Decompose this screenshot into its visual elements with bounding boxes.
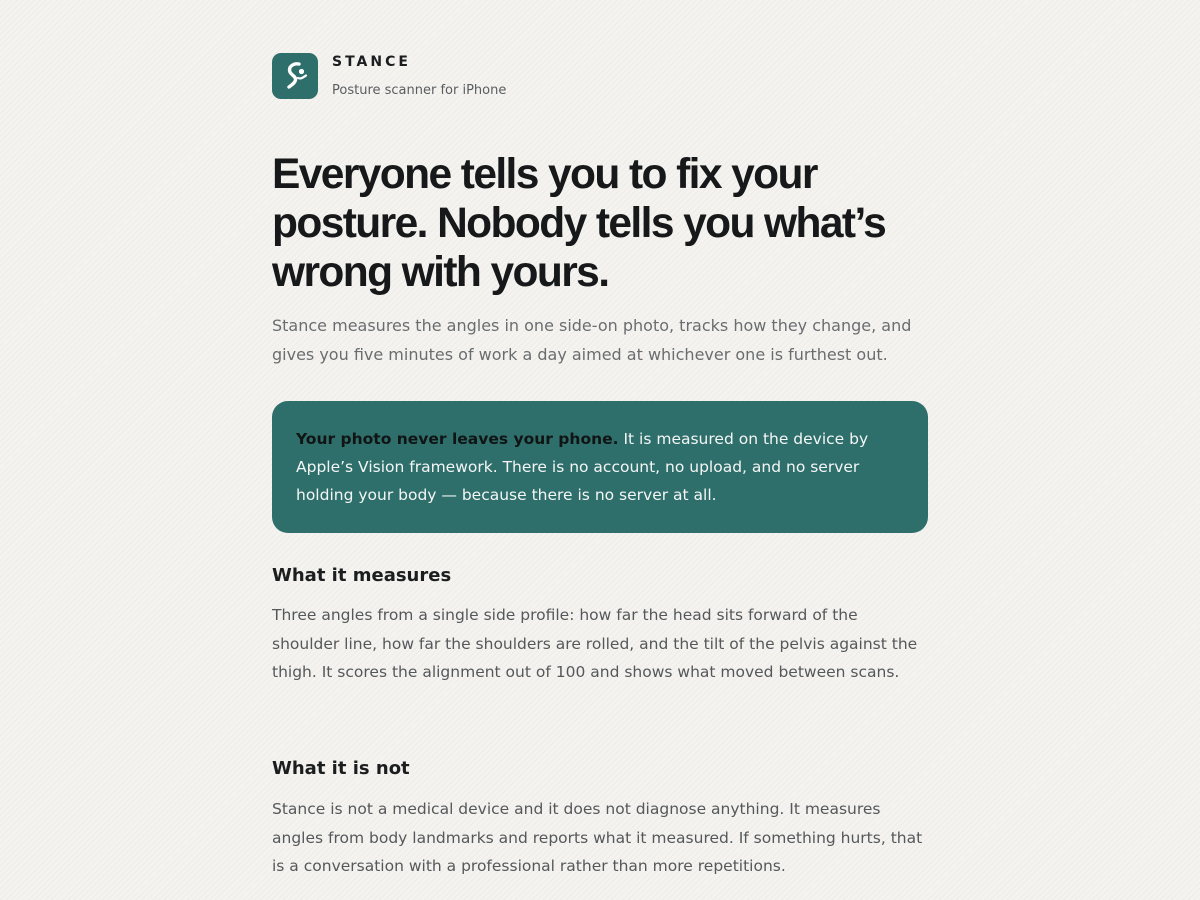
- section-body-measures: Three angles from a single side profile: how far the head sits forward of the shoulder line, how far the shoulders are rolled, and the tilt of the pelvis against the thigh. It scores the alignment out of 100 and shows what moved between scans.: [272, 606, 918, 681]
- section-title-measures: What it measures: [272, 565, 452, 586]
- section-title-not: What it is not: [272, 758, 410, 779]
- hero-lede: Stance measures the angles in one side-on photo, tracks how they change, and gives you five minutes of work a day aimed at whichever one is furthest out.: [272, 316, 912, 364]
- hero-headline: Everyone tells you to fix your posture. Nobody tells you what’s wrong with yours.: [272, 151, 886, 296]
- brand-tagline: Posture scanner for iPhone: [332, 83, 507, 98]
- stance-figure-icon: [272, 53, 318, 99]
- section-body-not: Stance is not a medical device and it does not diagnose anything. It measures angles from body landmarks and reports what it measured. If something hurts, that is a conversation with a professional rather than more repetitions.: [272, 800, 923, 875]
- brand-header: [272, 53, 928, 101]
- brand-name: STANCE: [332, 54, 411, 70]
- privacy-lead: Your photo never leaves your phone.: [296, 430, 619, 448]
- privacy-callout: [272, 401, 928, 533]
- privacy-body: It is measured on the device by Apple’s Vision framework. There is no account, no upload, and no server holding your body — because there is no server at all.: [296, 430, 869, 504]
